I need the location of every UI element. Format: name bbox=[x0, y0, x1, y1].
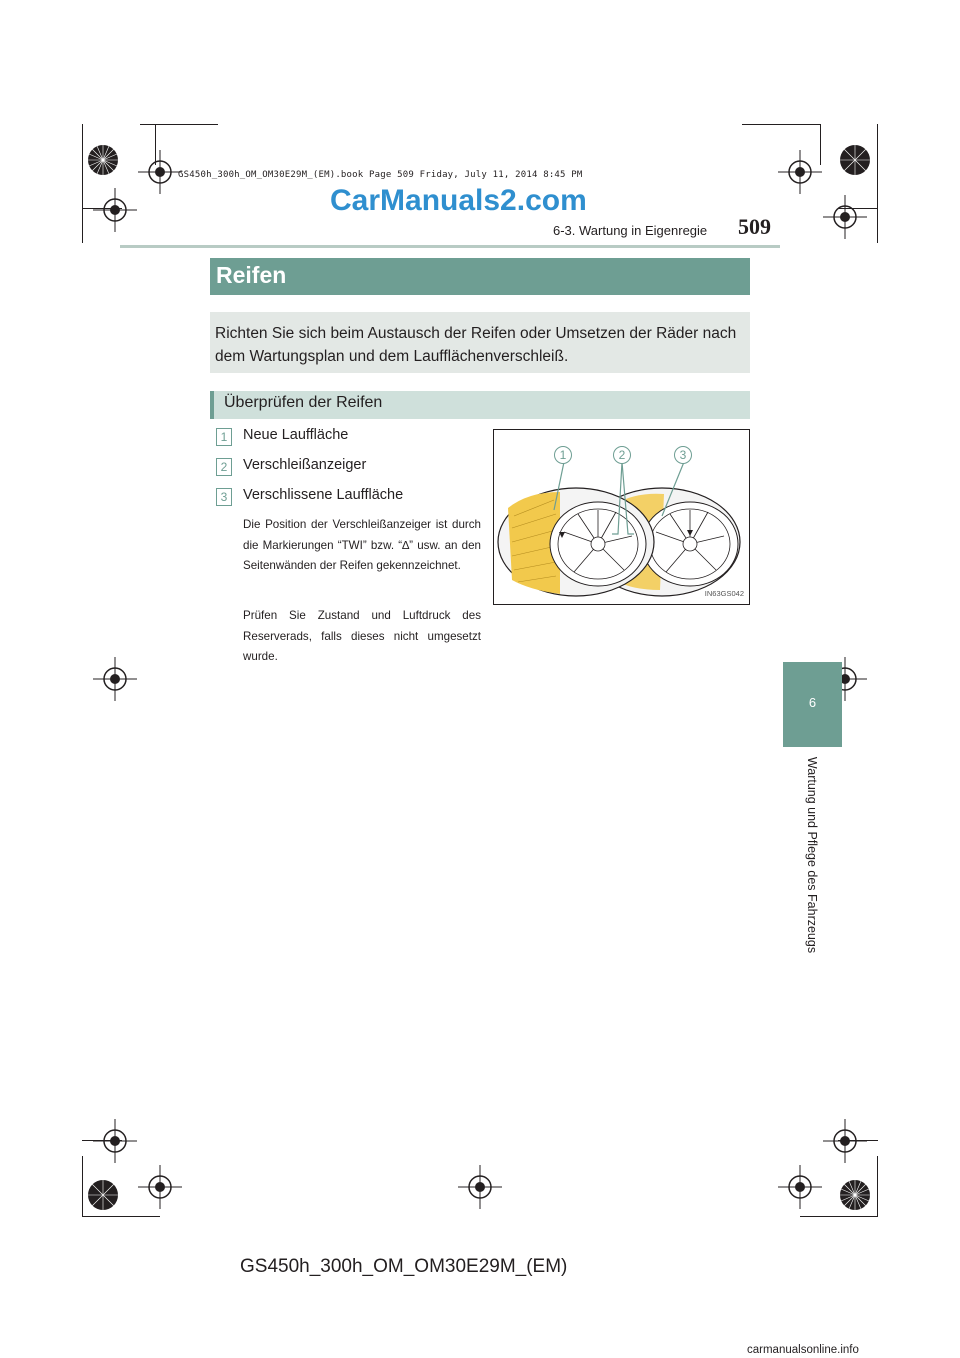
page-title: Reifen bbox=[216, 262, 287, 288]
new-tire-icon bbox=[498, 488, 654, 596]
registration-mark-icon bbox=[138, 1165, 182, 1209]
star-target-icon bbox=[838, 143, 872, 177]
item-number: 3 bbox=[216, 488, 232, 506]
figure-callout: 3 bbox=[674, 446, 692, 464]
figure-code: IN63GS042 bbox=[704, 589, 744, 598]
chapter-number: 6 bbox=[808, 695, 817, 710]
registration-mark-icon bbox=[458, 1165, 502, 1209]
intro-text: Richten Sie sich beim Austausch der Reifen oder Umsetzen der Räder nach dem Wartungsplan und dem Laufflächenverschleiß. bbox=[215, 325, 737, 365]
figure-callout: 2 bbox=[613, 446, 631, 464]
subsection-header bbox=[210, 391, 750, 419]
footer-doc-code: GS450h_300h_OM_OM30E29M_(EM) bbox=[240, 1256, 568, 1277]
registration-mark-icon bbox=[93, 1119, 137, 1163]
crop-mark bbox=[742, 124, 820, 125]
registration-mark-icon bbox=[138, 150, 182, 194]
crop-mark bbox=[82, 124, 83, 243]
watermark-link[interactable]: CarManuals2.com bbox=[330, 184, 587, 217]
figure-callout: 1 bbox=[554, 446, 572, 464]
page-number: 509 bbox=[738, 214, 771, 239]
header-rule bbox=[120, 245, 780, 248]
title-bar bbox=[210, 258, 750, 295]
item-number: 1 bbox=[216, 428, 232, 446]
crop-mark bbox=[877, 1156, 878, 1216]
crop-mark bbox=[877, 124, 878, 243]
chapter-tab bbox=[783, 662, 842, 747]
footer-logo[interactable]: carmanualsonline.info bbox=[747, 1344, 859, 1356]
subsection-title: Überprüfen der Reifen bbox=[224, 394, 383, 411]
star-target-icon bbox=[838, 1178, 872, 1212]
item-label: Neue Lauffläche bbox=[243, 427, 349, 443]
crop-mark bbox=[800, 1216, 878, 1217]
star-target-icon bbox=[86, 1178, 120, 1212]
chapter-title: Wartung und Pflege des Fahrzeugs bbox=[805, 756, 819, 954]
registration-mark-icon bbox=[823, 195, 867, 239]
section-label: 6-3. Wartung in Eigenregie bbox=[553, 223, 708, 238]
note-paragraph: Die Position der Verschleißanzeiger ist durch die Markierungen “TWI” bzw. “∆” usw. an den Seitenwänden der Reifen gekennzeichnet. bbox=[243, 518, 481, 572]
book-info-line: GS450h_300h_OM_OM30E29M_(EM).book Page 509 Friday, July 11, 2014 8:45 PM bbox=[178, 170, 583, 180]
crop-mark bbox=[82, 1216, 160, 1217]
registration-mark-icon bbox=[778, 1165, 822, 1209]
registration-mark-icon bbox=[93, 188, 137, 232]
item-number: 2 bbox=[216, 458, 232, 476]
registration-mark-icon bbox=[93, 657, 137, 701]
star-target-icon bbox=[86, 143, 120, 177]
item-label: Verschleißanzeiger bbox=[243, 457, 367, 473]
crop-mark bbox=[82, 1156, 83, 1216]
registration-mark-icon bbox=[778, 150, 822, 194]
registration-mark-icon bbox=[823, 1119, 867, 1163]
note-paragraph: Prüfen Sie Zustand und Luftdruck des Reserverads, falls dieses nicht umgesetzt wurde. bbox=[243, 609, 481, 663]
tire-figure bbox=[493, 429, 750, 605]
item-label: Verschlissene Lauffläche bbox=[243, 487, 404, 503]
crop-mark bbox=[140, 124, 218, 125]
intro-box bbox=[210, 312, 750, 373]
